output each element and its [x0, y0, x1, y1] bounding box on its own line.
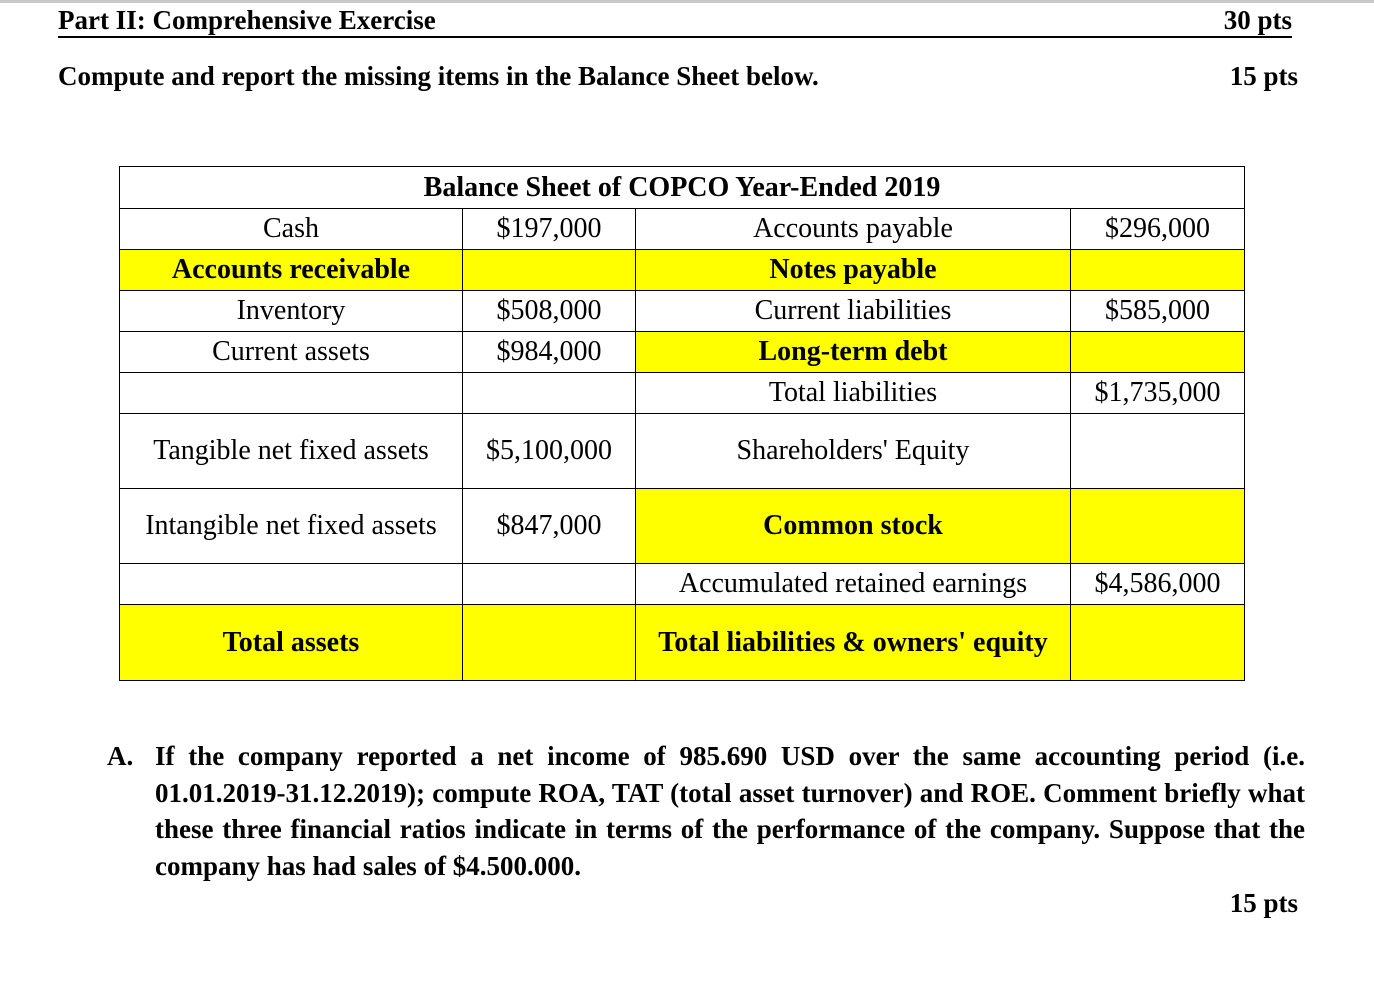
part-title: Part II: Comprehensive Exercise [58, 5, 436, 35]
liab-label-long-term-debt: Long-term debt [636, 332, 1071, 373]
table-row [120, 564, 1245, 605]
liab-label-total-liabilities: Total liabilities [636, 373, 1071, 414]
table-row [120, 605, 1245, 681]
asset-value-inventory: $508,000 [463, 291, 636, 332]
part-header [58, 4, 1292, 38]
liab-value-current-liabilities: $585,000 [1071, 291, 1245, 332]
top-divider [0, 0, 1374, 3]
asset-value-tangible-fixed-assets: $5,100,000 [463, 414, 636, 489]
asset-value-empty [463, 373, 636, 414]
liab-value-shareholders-equity [1071, 414, 1245, 489]
instruction-text: Compute and report the missing items in the Balance Sheet below. [58, 61, 819, 91]
question-points: 15 pts [1229, 888, 1298, 918]
liab-label-total-liabilities-equity: Total liabilities & owners' equity [636, 605, 1071, 681]
balance-sheet-title: Balance Sheet of COPCO Year-Ended 2019 [120, 167, 1245, 209]
balance-sheet-table [119, 166, 1245, 681]
asset-label-total-assets: Total assets [120, 605, 463, 681]
asset-label-empty-2 [120, 564, 463, 605]
liab-label-notes-payable: Notes payable [636, 250, 1071, 291]
liab-label-shareholders-equity: Shareholders' Equity [636, 414, 1071, 489]
asset-label-accounts-receivable: Accounts receivable [120, 250, 463, 291]
table-row [120, 373, 1245, 414]
table-row [120, 291, 1245, 332]
liab-value-total-liabilities: $1,735,000 [1071, 373, 1245, 414]
liab-value-total-liabilities-equity [1071, 605, 1245, 681]
question-text: If the company reported a net income of 985.690 USD over the same accounting period (i.e. 01.01.2019-31.12.2019); compute ROA, TAT (total asset turnover) and ROE. Comment briefly what these three financial ratios indicate in terms of the performance of the company. Suppose that the company has had sales of $4.500.000. [155, 741, 1305, 881]
asset-label-inventory: Inventory [120, 291, 463, 332]
asset-label-intangible-fixed-assets: Intangible net fixed assets [120, 489, 463, 564]
asset-value-intangible-fixed-assets: $847,000 [463, 489, 636, 564]
table-row [120, 209, 1245, 250]
liab-label-current-liabilities: Current liabilities [636, 291, 1071, 332]
liab-label-retained-earnings: Accumulated retained earnings [636, 564, 1071, 605]
liab-value-notes-payable [1071, 250, 1245, 291]
table-row [120, 414, 1245, 489]
table-row [120, 332, 1245, 373]
liab-label-accounts-payable: Accounts payable [636, 209, 1071, 250]
instruction-points: 15 pts [1229, 61, 1298, 91]
liab-value-retained-earnings: $4,586,000 [1071, 564, 1245, 605]
part-points: 30 pts [1223, 5, 1292, 35]
liab-value-accounts-payable: $296,000 [1071, 209, 1245, 250]
asset-value-empty-2 [463, 564, 636, 605]
liab-value-common-stock [1071, 489, 1245, 564]
table-row [120, 250, 1245, 291]
asset-value-current-assets: $984,000 [463, 332, 636, 373]
table-row [120, 489, 1245, 564]
asset-label-current-assets: Current assets [120, 332, 463, 373]
asset-value-cash: $197,000 [463, 209, 636, 250]
asset-value-accounts-receivable [463, 250, 636, 291]
asset-label-empty [120, 373, 463, 414]
asset-label-tangible-fixed-assets: Tangible net fixed assets [120, 414, 463, 489]
question-letter: A. [107, 741, 134, 771]
question-a [107, 738, 1305, 884]
liab-value-long-term-debt [1071, 332, 1245, 373]
asset-value-total-assets [463, 605, 636, 681]
liab-label-common-stock: Common stock [636, 489, 1071, 564]
asset-label-cash: Cash [120, 209, 463, 250]
